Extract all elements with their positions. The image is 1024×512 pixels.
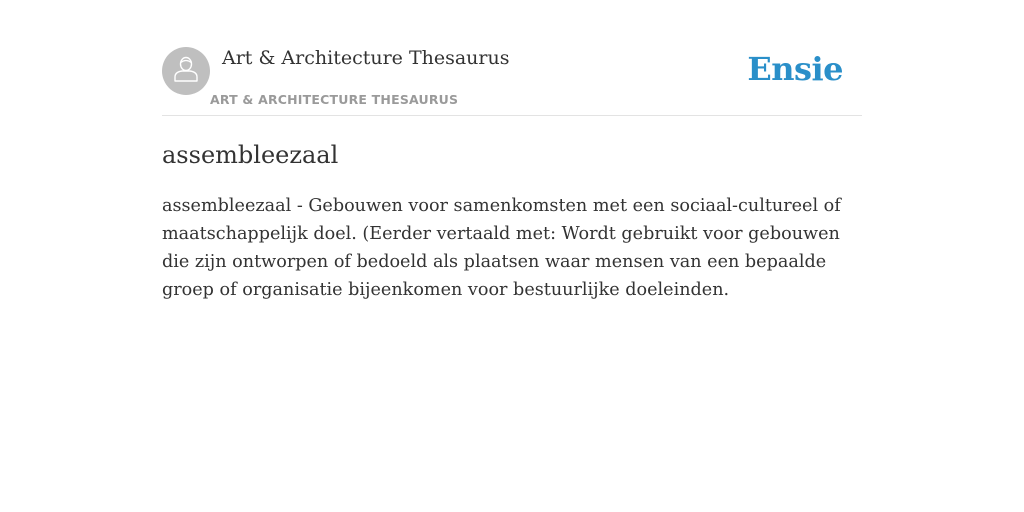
entry-definition: assembleezaal - Gebouwen voor samenkomsten met een sociaal-cultureel of maatschappelijk doel. (Eerder vertaald met: Wordt gebruikt voor gebouwen die zijn ontworpen of bedoeld als plaatsen waar mensen van een bepaalde groep of organisatie bijeenkomen voor bestuurlijke doeleinden.	[162, 196, 841, 300]
ensie-logo[interactable]: Ensie	[747, 50, 843, 88]
entry-header	[162, 0, 862, 116]
entry-term: assembleezaal	[162, 141, 339, 169]
source-avatar[interactable]	[162, 47, 210, 95]
source-subtitle[interactable]: ART & ARCHITECTURE THESAURUS	[210, 92, 459, 107]
user-avatar-icon	[171, 54, 201, 89]
source-title[interactable]: Art & Architecture Thesaurus	[222, 47, 510, 69]
